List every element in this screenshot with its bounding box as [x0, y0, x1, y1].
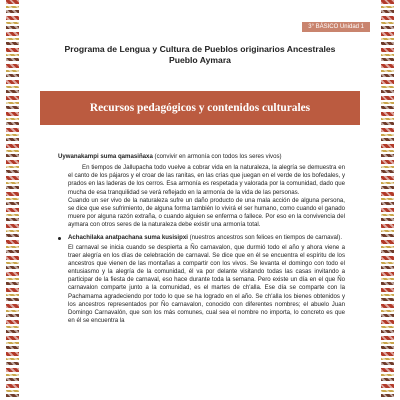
banner-title: Recursos pedagógicos y contenidos culturales: [89, 102, 311, 114]
grade-badge: 3° BÁSICO Unidad 1: [302, 22, 370, 32]
paragraph-1: En tiempos de Jallupacha todo vuelve a cobrar vida en la naturaleza, la alegría se demuestra en el canto de los pájaros y el croar de las ranitas, en las crías que juegan en el verde de los bofedales, y prados en las laderas de los cerros. Esa armonía es respetada y valorada por la comunidad, dado que mucha de esa tranquilidad se verá reflejado en la armonía de la vida de las personas.: [68, 164, 345, 196]
document-body: [58, 153, 345, 325]
section-heading: [58, 153, 345, 161]
bullet-heading: [68, 234, 345, 242]
paragraph-3: El carnaval se inicia cuando se despierta a Ño carnavalon, que durmió todo el año y ahora viene a traer alegría en los días de celebración de carnaval. Se dice que en él se encuentra el espíritu de los ancestros que vienen de las montañas a compartir con los vivos. Se levanta el domingo con todo el entusiasmo y la alegría de la comunidad, él va por delante visitando todas las casas invitando a participar de la fiesta de carnaval, eso hace durante toda la semana. Pero existe un día en el que Ño carnavalon comparte junto a la comunidad, es el martes de ch'alla. Ese día se comparte con la Pachamama agradeciendo por todo lo que se ha logrado en el año. Se ch'alla los bienes obtenidos y los ancestros representados por Ño carnavalon, conocido con diferentes nombres; el abuelo Juan Domingo Carnavalón, que son los más comunes, cual sea el nombre no importa, lo concreto es que en él se encuentra la: [68, 243, 345, 324]
paragraph-2: Cuando un ser vivo de la naturaleza sufre un daño producto de una mala acción de alguna persona, se dice que ese sufrimiento, de alguna forma también lo vivirá el ser humano, como cuando el ganado muere por alguna razón extraña, o cuando alguien se enferma o fallece. Por eso en la convivencia del aymara con otros seres de la naturaleza debe existir una armonía total.: [68, 196, 345, 229]
bullet-heading-translation: (nuestros ancestros son felices en tiempos de carnaval).: [187, 234, 343, 242]
bullet-heading-aymara: Achachilaka anatpachana suma kusisipxi: [68, 234, 188, 242]
section-heading-aymara: Uywanakampi suma qamasiñaxa: [58, 153, 153, 160]
decorative-border-right: [381, 0, 394, 400]
section-banner: [40, 91, 360, 125]
program-title-line1: Programa de Lengua y Cultura de Pueblos originarios Ancestrales: [64, 44, 336, 54]
program-title: [40, 44, 360, 66]
bullet-dot-icon: [58, 237, 61, 240]
program-title-line2: Pueblo Aymara: [169, 55, 231, 65]
section-heading-translation: (convivir en armonía con todos los seres vivos): [152, 153, 282, 160]
bullet-item: [58, 234, 345, 242]
decorative-border-left: [6, 0, 19, 400]
